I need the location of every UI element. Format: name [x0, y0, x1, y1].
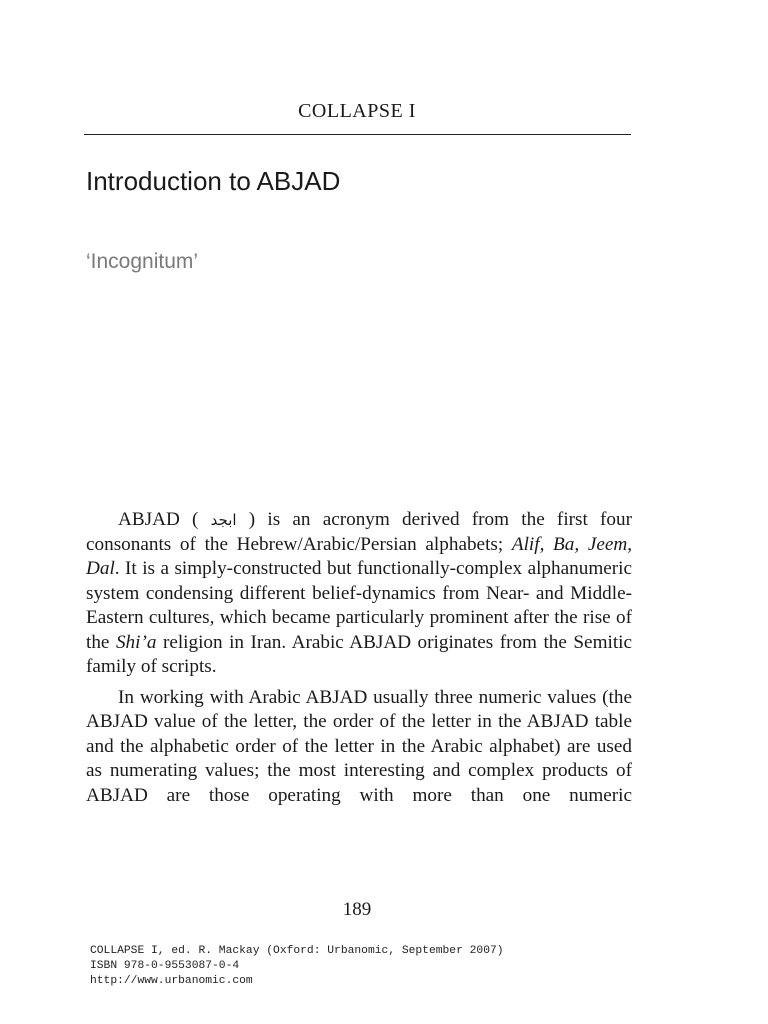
paragraph-1-text-a: ) is an acronym derived from the first four consonants of the Hebrew/Arabic/Persian alphabets; — [86, 509, 633, 555]
letter-names: Alif, Ba, Jeem, Dal — [86, 533, 633, 579]
chapter-title: Introduction to ABJAD — [86, 166, 341, 196]
paragraph-1 — [86, 508, 632, 680]
paragraph-2: In working with Arabic ABJAD usually three numeric values (the ABJAD value of the letter, the order of the letter in the ABJAD table and the alphabetic order of the letter in the Arabic alphabet) are used as numerating values; the most interesting and complex products of ABJAD are those operating with more than one numeric — [86, 686, 632, 806]
imprint — [90, 944, 504, 989]
header-rule — [84, 134, 631, 135]
shia-term: Shi’a — [115, 631, 157, 653]
imprint-isbn: ISBN 978-0-9553087-0-4 — [90, 960, 240, 972]
arabic-abjad-word: ابجد — [210, 511, 237, 529]
imprint-url[interactable]: http://www.urbanomic.com — [90, 975, 253, 987]
imprint-citation: COLLAPSE I, ed. R. Mackay (Oxford: Urbanomic, September 2007) — [90, 945, 504, 957]
page-number: 189 — [342, 899, 372, 920]
running-head: COLLAPSE I — [298, 100, 416, 122]
paragraph-1-text-b: . It is a simply-constructed but functionally-complex alphanumeric system condensing different belief-dynamics from Near- and Middle-Eastern cultures, which became particularly prominent after the rise of the — [86, 558, 632, 653]
paragraph-1-text-c: religion in Iran. Arabic ABJAD originates from the Semitic family of scripts. — [86, 631, 633, 677]
abjad-term: ABJAD ( — [118, 509, 199, 530]
chapter-author: ‘Incognitum’ — [86, 250, 199, 273]
body-text — [86, 508, 632, 814]
